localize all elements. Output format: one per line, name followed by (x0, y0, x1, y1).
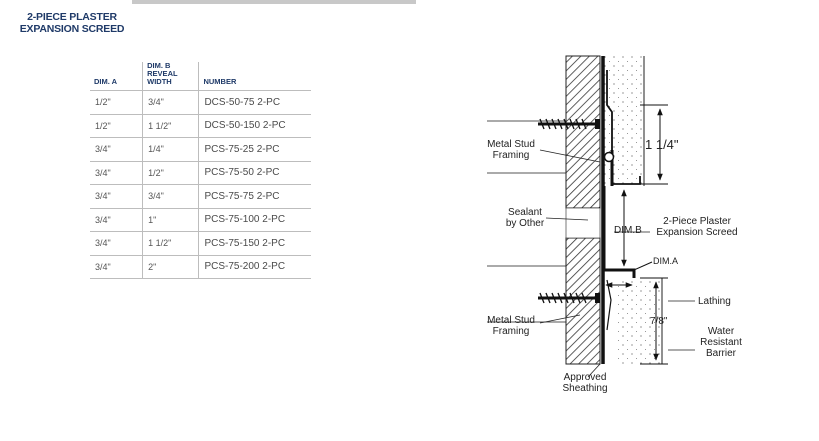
cell-dim-b: 1 1/2" (143, 114, 199, 138)
label-sheathing-text: Approved Sheathing (562, 372, 608, 394)
cell-dim-a: 3/4" (90, 138, 143, 162)
label-metal-stud-top (482, 139, 540, 161)
label-dim-b-text: DIM.B (614, 225, 642, 236)
label-dim-a (653, 256, 678, 267)
cell-number: DCS-50-75 2-PC (199, 91, 311, 115)
label-dim-bottom (650, 316, 667, 327)
label-screed (650, 216, 744, 238)
cell-dim-a: 1/2" (90, 114, 143, 138)
cell-dim-b: 3/4" (143, 185, 199, 209)
cell-dim-a: 3/4" (90, 185, 143, 209)
cell-dim-a: 3/4" (90, 255, 143, 279)
label-dim-a-text: DIM.A (653, 256, 679, 266)
cell-number: PCS-75-25 2-PC (199, 138, 311, 162)
cell-number: PCS-75-50 2-PC (199, 161, 311, 185)
header-dim-a-line: DIM. A (94, 77, 118, 86)
title-line-1: 2-PIECE PLASTER (27, 11, 117, 23)
label-dim-top-text: 1 1/4" (645, 137, 679, 152)
cell-dim-a: 3/4" (90, 232, 143, 256)
label-water-barrier (692, 326, 750, 359)
label-sealant-text: Sealant by Other (505, 207, 545, 229)
cell-dim-b: 1 1/2" (143, 232, 199, 256)
label-sheathing (552, 372, 618, 394)
cell-number: PCS-75-100 2-PC (199, 208, 311, 232)
cell-dim-a: 3/4" (90, 161, 143, 185)
label-lathing (698, 296, 731, 307)
cell-dim-b: 2" (143, 255, 199, 279)
sheathing-board (566, 56, 600, 364)
header-dim-b-line-2: REVEAL (147, 69, 178, 78)
cell-number: DCS-50-150 2-PC (199, 114, 311, 138)
cell-number: PCS-75-200 2-PC (199, 255, 311, 279)
cell-dim-a: 3/4" (90, 208, 143, 232)
cell-dim-b: 3/4" (143, 91, 199, 115)
label-sealant (497, 207, 553, 229)
label-metal-stud-bottom (482, 315, 540, 337)
label-dim-b (614, 225, 642, 236)
label-screed-text: 2-Piece Plaster Expansion Screed (656, 216, 738, 238)
cell-number: PCS-75-75 2-PC (199, 185, 311, 209)
cell-dim-b: 1/4" (143, 138, 199, 162)
label-dim-bottom-text: 7/8" (650, 316, 668, 327)
cell-dim-a: 1/2" (90, 91, 143, 115)
label-metal-stud-bottom-text: Metal Stud Framing (487, 315, 535, 337)
header-number-line: NUMBER (203, 77, 237, 86)
label-dim-top (645, 139, 679, 150)
cell-number: PCS-75-150 2-PC (199, 232, 311, 256)
header-dim-b-line-3: WIDTH (147, 77, 172, 86)
header-dim-b-line-1: DIM. B (147, 61, 171, 70)
label-metal-stud-top-text: Metal Stud Framing (487, 139, 535, 161)
cell-dim-b: 1" (143, 208, 199, 232)
cell-dim-b: 1/2" (143, 161, 199, 185)
label-water-barrier-text: Water Resistant Barrier (700, 326, 742, 359)
title-line-2: EXPANSION SCREED (19, 23, 125, 35)
label-lathing-text: Lathing (698, 296, 731, 307)
